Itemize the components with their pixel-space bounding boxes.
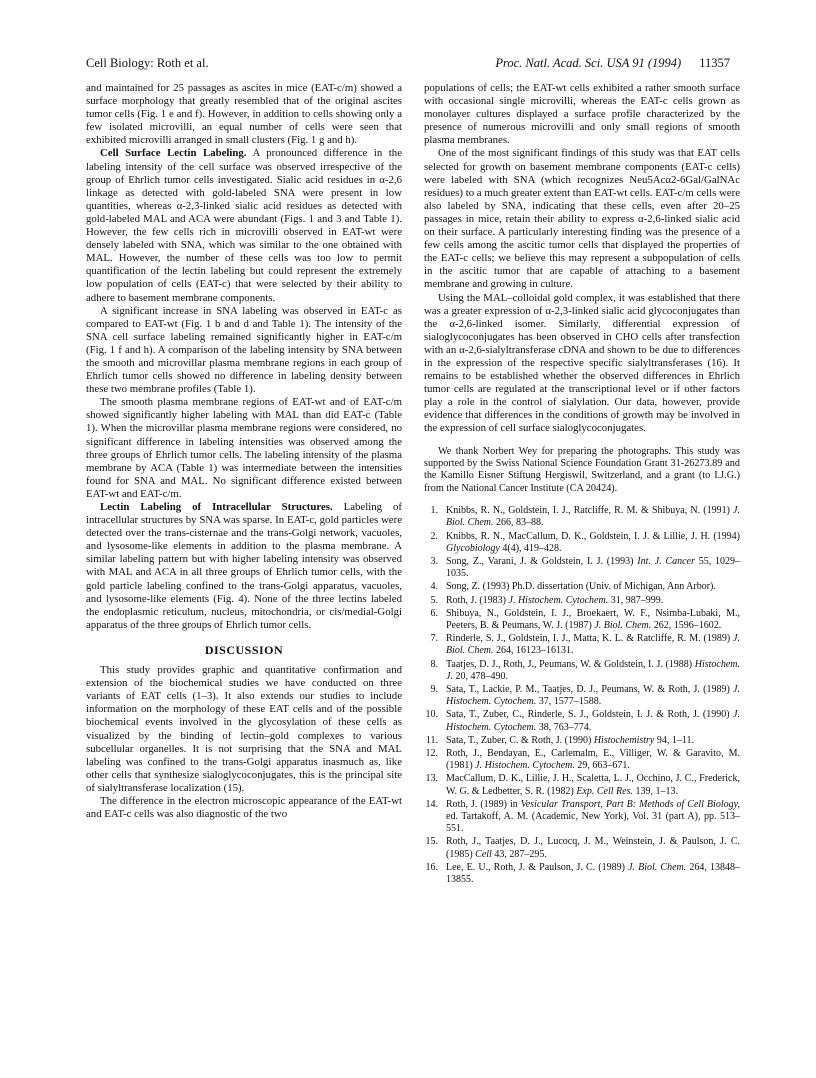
reference-volume-pages: 37, 1577–1588. <box>536 696 602 708</box>
journal-citation: Proc. Natl. Acad. Sci. USA 91 (1994) <box>495 56 682 70</box>
results-paragraph-2 <box>86 147 402 304</box>
reference-number: 3. <box>430 555 438 567</box>
reference-number: 7. <box>430 633 438 645</box>
reference-volume-pages: 43, 287–295. <box>491 848 547 860</box>
reference-volume-pages: 264, 13848–13855. <box>446 861 741 886</box>
reference-number: 6. <box>430 607 438 619</box>
reference-number: 9. <box>430 684 438 695</box>
reference-volume-pages: ed. Tartakoff, A. M. (Academic, New York), Vol. 31 (part A), pp. 513–551. <box>446 811 740 835</box>
reference-authors: Sata, T., Lackie, P. M., Taatjes, D. J., Peumans, W. & Roth, J. (1989) <box>446 684 734 695</box>
reference-authors: Taatjes, D. J., Roth, J., Peumans, W. & Goldstein, I. J. (1988) <box>446 658 695 670</box>
reference-number: 1. <box>430 505 438 517</box>
results-paragraph-3: A significant increase in SNA labeling was observed in EAT-c as compared to EAT-wt (Fig. 1 b and d and Table 1). The intensity of the SNA cell surface labeling remained significantly higher in EAT-c/m (Fig. 1 f and h). A comparison of the labeling intensity by SNA between the smooth and microvillar plasma membrane regions in each group of Ehrlich tumor cells showed no difference in labeling density between these two membrane profiles (Table 1). <box>86 304 402 396</box>
reference-item <box>424 709 740 733</box>
reference-number: 8. <box>430 658 438 670</box>
discussion-paragraph-4: One of the most significant findings of this study was that EAT cells selected for growth on basement membrane components (EAT-c cells) were labeled with SNA (which recognizes Neu5Acα2-6Gal/GalNAc residues) to a much greater extent than EAT-wt cells. EAT-c/m cells were also labeled by SNA, indicating that these cells, even after 20–25 passages in mice, retain their ability to express α-2,6-linked sialic acid on their surface. A particularly interesting finding was the presence of a few cells among the ascitic tumor cells that displayed the properties of the EAT-c cells; we believe this may represent a subpopulation of cells in the ascitic tumor that are capable of attaching to a basement membrane and growing in culture. <box>424 147 740 291</box>
reference-journal: J. Histochem. Cytochem. <box>446 684 740 708</box>
reference-authors: Roth, J., Taatjes, D. J., Lucocq, J. M., Weinstein, J. & Paulson, J. C. (1985) <box>446 836 740 860</box>
reference-item <box>424 595 740 607</box>
reference-item <box>424 799 740 836</box>
discussion-paragraph-2: The difference in the electron microscopic appearance of the EAT-wt and EAT-c cells was also diagnostic of the two <box>86 794 402 821</box>
reference-journal: J. Biol. Chem. <box>446 505 740 529</box>
reference-volume-pages: 262, 1596–1602. <box>651 619 722 631</box>
reference-item <box>424 735 740 747</box>
reference-authors: MacCallum, D. K., Lillie, J. H., Scaletta, L. J., Occhino, J. C., Frederick, W. G. & Ledbetter, S. R. (1982) <box>446 773 740 797</box>
left-column <box>86 82 402 821</box>
reference-item <box>424 836 740 860</box>
reference-journal: J. Biol. Chem. <box>628 861 687 873</box>
acknowledgments: We thank Norbert Wey for preparing the photographs. This study was supported by the Swiss National Science Foundation Grant 31-26273.89 and the Kamillo Eisner Stiftung Hergiswil, Switzerland, and a grant (to I.J.G.) from the National Cancer Institute (CA 20424). <box>424 445 740 494</box>
reference-volume-pages: 94, 1–11. <box>654 734 695 746</box>
reference-volume-pages: 29, 663–671. <box>574 760 630 772</box>
reference-item <box>424 659 740 683</box>
reference-authors: Rinderle, S. J., Goldstein, I. J., Matta, K. L. & Ratcliffe, R. M. (1989) <box>446 633 734 645</box>
reference-journal: Vesicular Transport, Part B: Methods of Cell Biology, <box>520 798 740 810</box>
reference-journal: Histochemistry <box>593 734 655 746</box>
page-number: 11357 <box>699 56 730 70</box>
reference-number: 2. <box>430 530 438 542</box>
reference-number: 16. <box>425 861 438 873</box>
reference-item <box>424 581 740 593</box>
reference-item <box>424 633 740 657</box>
reference-volume-pages: 139, 1–13. <box>632 785 678 797</box>
reference-journal: J. Biol. Chem. <box>446 633 740 657</box>
reference-authors: Song, Z. (1993) Ph.D. dissertation (Univ. of Michigan, Ann Arbor). <box>446 581 716 593</box>
discussion-paragraph-3: populations of cells; the EAT-wt cells exhibited a rather smooth surface with occasional single microvilli, whereas the EAT-c cells grown as monolayer cultures displayed a surface profile characterized by the presence of numerous microvilli and only small regions of smooth plasma membranes. <box>424 82 740 147</box>
results-paragraph-5 <box>86 501 402 632</box>
paragraph-text: Labeling of intracellular structures by SNA was sparse. In EAT-c, gold particles were detected over the trans-cisternae and the trans-Golgi network, vacuoles, and lysosome-like elements in addition to the plasma membrane. A similar labeling pattern but with higher labeling intensity was observed with MAL and ACA in all three groups of Ehrlich tumor cells, with the gold particle labeling confined to the trans-Golgi apparatus, vacuoles, and lysosome-like elements (Fig. 4). None of the three lectins labeled the endoplasmic reticulum, nucleus, mitochondria, or cis/medial-Golgi apparatus of the three groups of Ehrlich tumor cells. <box>86 501 402 631</box>
reference-number: 10. <box>425 709 438 721</box>
reference-journal: Cell <box>475 848 492 860</box>
reference-list <box>424 505 740 886</box>
reference-number: 12. <box>425 748 438 760</box>
reference-journal: Exp. Cell Res. <box>576 785 633 797</box>
reference-item <box>424 531 740 555</box>
discussion-paragraph-5: Using the MAL–colloidal gold complex, it was established that there was a greater expression of α-2,3-linked sialic acid glycoconjugates than the α-2,6-linked isomer. Similarly, differential expression of sialoglycoconjugates has been observed in CHO cells after transfection with an α-2,6-sialyltransferase cDNA and shown to be due to differences in the expression of the respective specific sialyltransferases (16). It remains to be established whether the observed differences in Ehrlich tumor cells are regulated at the transcriptional level or if other factors play a role in the control of sialylation. Our data, however, provide evidence that differences in the conditions of growth may be involved in the expression of cell surface sialoglycoconjugates. <box>424 291 740 435</box>
reference-volume-pages: 31, 987–999. <box>608 594 664 606</box>
reference-item <box>424 773 740 797</box>
reference-journal: Histochem. J. <box>446 658 740 682</box>
reference-number: 4. <box>430 581 438 593</box>
paragraph-text: A pronounced difference in the labeling intensity of the cell surface was observed irrespective of the group of Ehrlich tumor cells investigated. Sialic acid residues in α-2,6 linkage as detected with gold-labeled SNA were present in low quantities, whereas α-2,3-linked sialic acid residues as detected with gold-labeled MAL and ACA were abundant (Figs. 1 and 3 and Table 1). However, the few cells rich in microvilli observed in EAT-wt were densely labeled with SNA, which was similar to the one obtained with MAL. However, the number of these cells was too low to permit quantification of the lectin labeling but could represent the extremely low population of cells (EAT-c) that were selected by their ability to adhere to basement membrane components. <box>86 147 402 304</box>
reference-authors: Sata, T., Zuber, C. & Roth, J. (1990) <box>446 734 594 746</box>
reference-item <box>424 862 740 886</box>
right-column <box>424 82 740 887</box>
reference-journal: J. Biol. Chem. <box>594 619 652 631</box>
reference-authors: Shibuya, N., Goldstein, I. J., Broekaert, W. F., Nsimba-Lubaki, M., Peeters, B. & Peumans, W. J. (1987) <box>446 607 740 631</box>
reference-number: 14. <box>425 798 438 810</box>
discussion-heading: DISCUSSION <box>204 642 284 657</box>
reference-item <box>424 684 740 708</box>
reference-journal: J. Histochem. Cytochem. <box>508 594 609 606</box>
reference-authors: Roth, J. (1989) in <box>446 798 521 810</box>
reference-item <box>424 505 740 529</box>
reference-authors: Roth, J., Bendayan, E., Carlemalm, E., Villiger, W. & Garavito, M. (1981) <box>446 748 740 772</box>
reference-volume-pages: 4(4), 419–428. <box>499 542 562 554</box>
reference-authors: Knibbs, R. N., Goldstein, I. J., Ratcliffe, R. M. & Shibuya, N. (1991) <box>446 505 734 517</box>
reference-item <box>424 608 740 632</box>
reference-volume-pages: 38, 763–774. <box>536 721 592 733</box>
discussion-paragraph-1: This study provides graphic and quantitative confirmation and extension of the biochemical studies we have conducted on three variants of EAT cells (1–3). It also extends our studies to include information on the morphology of these EAT cells and of the possible biochemical events involved in the glycosylation of these cells as visualized by the binding of lectin–gold complexes to various subcellular organelles. It is not surprising that the SNA and MAL labeling was confined to the trans-Golgi apparatus inasmuch as, like other cells that synthesize sialoglycoconjugates, this is the principal site of sialyltransferase localization (15). <box>86 664 402 794</box>
reference-number: 11. <box>425 734 438 746</box>
reference-journal: J. Histochem. Cytochem. <box>475 760 575 772</box>
reference-journal: J. Histochem. Cytochem. <box>446 709 740 733</box>
reference-number: 13. <box>425 773 438 785</box>
reference-journal: Glycobiology <box>446 542 500 554</box>
reference-volume-pages: 264, 16123–16131. <box>493 645 574 657</box>
reference-authors: Knibbs, R. N., MacCallum, D. K., Goldstein, I. J. & Lillie, J. H. (1994) <box>446 530 740 542</box>
reference-volume-pages: 20, 478–490. <box>452 670 508 682</box>
reference-volume-pages: 55, 1029–1035. <box>446 555 741 580</box>
reference-authors: Sata, T., Zuber, C., Rinderle, S. J., Goldstein, I. J. & Roth, J. (1990) <box>446 709 734 721</box>
reference-number: 15. <box>425 836 438 848</box>
reference-number: 5. <box>430 594 438 606</box>
reference-volume-pages: 266, 83–88. <box>493 517 544 529</box>
running-header-right <box>495 56 730 71</box>
reference-authors: Song, Z., Varani, J. & Goldstein, I. J. (1993) <box>446 555 638 567</box>
run-in-heading-intracellular: Lectin Labeling of Intracellular Structures. <box>100 501 333 513</box>
reference-item <box>424 556 740 580</box>
reference-item <box>424 748 740 772</box>
reference-journal: Int. J. Cancer <box>637 555 695 567</box>
running-header-left: Cell Biology: Roth et al. <box>86 56 209 70</box>
results-paragraph-4: The smooth plasma membrane regions of EAT-wt and of EAT-c/m showed significantly higher labeling with MAL than did EAT-c (Table 1). When the microvillar plasma membrane regions were considered, no significant difference in labeling intensities was observed among the three groups of Ehrlich tumor cells. The labeling intensity of the plasma membrane by ACA (Table 1) was intermediate between the intensities found for SNA and MAL. No significant difference existed between EAT-wt and EAT-c/m. <box>86 396 402 500</box>
results-paragraph-1: and maintained for 25 passages as ascites in mice (EAT-c/m) showed a surface morphology that greatly resembled that of the original ascites tumor cells (Fig. 1 e and f). However, in addition to cells showing only a few isolated microvilli, an equal number of cells were seen that exhibited microvilli arranged in small clusters (Fig. 1 g and h). <box>86 82 402 147</box>
run-in-heading-lectin: Cell Surface Lectin Labeling. <box>100 147 247 160</box>
reference-authors: Roth, J. (1983) <box>446 594 509 606</box>
reference-authors: Lee, E. U., Roth, J. & Paulson, J. C. (1989) <box>446 861 629 873</box>
